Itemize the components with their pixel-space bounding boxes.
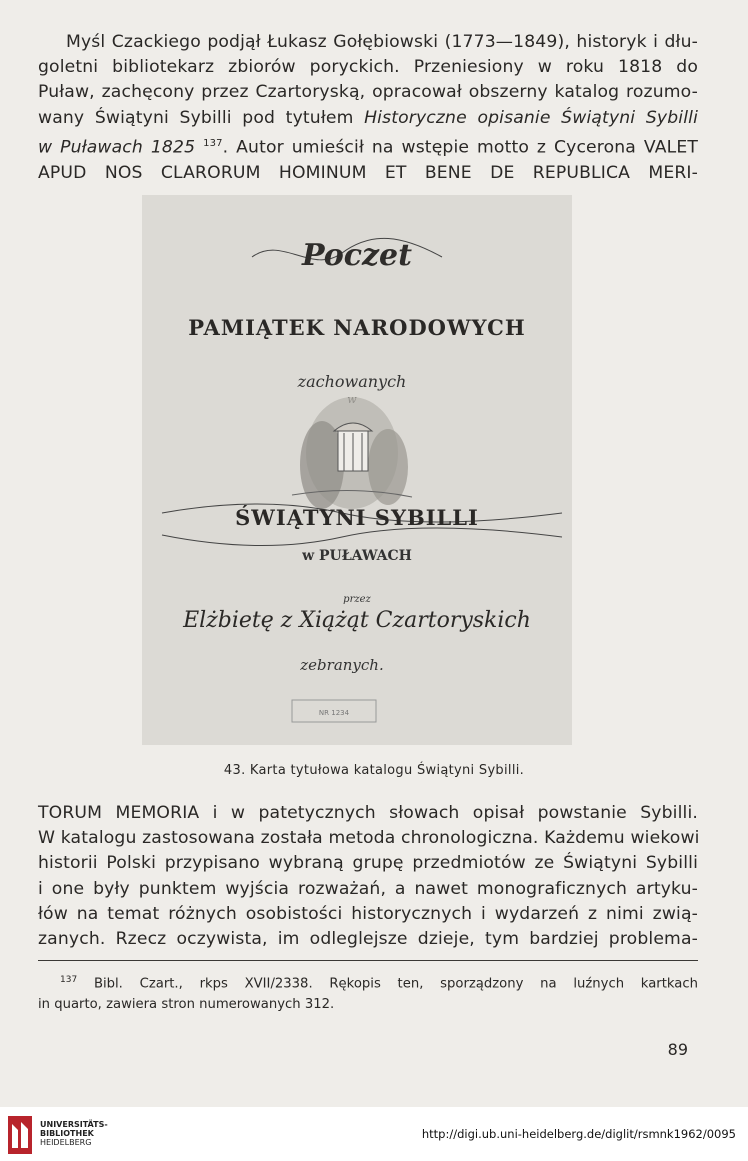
- figure-caption: 43. Karta tytułowa katalogu Świątyni Sybilli.: [223, 763, 525, 778]
- text-line: Puław, zachęcony przez Czartoryską, opracował obszerny katalog rozumo-: [38, 82, 698, 103]
- figure-line-5: w PUŁAWACH: [302, 548, 412, 564]
- footnote-line-2: in quarto, zawiera stron numerowanych 312.: [38, 997, 335, 1013]
- footnote-divider: [38, 960, 698, 961]
- library-name: [40, 1120, 108, 1147]
- figure-line-7: Elżbietę z Xiążąt Czartoryskich: [183, 608, 531, 633]
- footnote: [38, 970, 698, 1015]
- title-page-figure: [142, 195, 572, 745]
- viewer-footer: [0, 1107, 748, 1161]
- page-number: 89: [667, 1040, 688, 1059]
- figure-line-4: ŚWIĄTYNI SYBILLI: [235, 505, 479, 530]
- text-line: APUD NOS CLARORUM HOMINUM ET BENE DE REPUBLICA MERI-: [38, 162, 698, 183]
- text-line: w Puławach 1825 $^{137}$. Autor umieścił na wstępie motto z Cycerona VALET: [38, 137, 698, 158]
- figure-line-8: zebranych.: [300, 656, 384, 674]
- text-line: i one były punktem wyjścia rozważań, a nawet monograficznych artyku-: [38, 878, 698, 899]
- paragraph-bottom: [38, 801, 698, 952]
- library-name-line: BIBLIOTHEK: [40, 1129, 94, 1138]
- library-stamp-text: NR 1234: [318, 709, 350, 717]
- text-line: zanych. Rzecz oczywista, im odleglejsze dzieje, tym bardziej problema-: [38, 929, 698, 950]
- text-line: Myśl Czackiego podjął Łukasz Gołębiowski (1773—1849), historyk i dłu-: [66, 32, 698, 52]
- figure-title-word: Poczet: [301, 238, 413, 273]
- text-line: łów na temat różnych osobistości historycznych i wydarzeń z nimi zwią-: [38, 903, 698, 924]
- footnote-line-1: [38, 970, 698, 994]
- library-name-line: UNIVERSITÄTS-: [40, 1120, 108, 1129]
- footnote-number: 137: [60, 975, 78, 985]
- footnote-text-1: Bibl. Czart., rkps XVII/2338. Rękopis ten, sporządzony na luźnych kartkach: [93, 976, 698, 992]
- library-name-line: HEIDELBERG: [40, 1138, 92, 1147]
- text-line: wany Świątyni Sybilli pod tytułem Historyczne opisanie Świątyni Sybilli: [38, 107, 698, 128]
- figure-illustration: [142, 195, 572, 745]
- heidelberg-library-logo-icon: [8, 1116, 32, 1154]
- text-line: W katalogu zastosowana została metoda chronologiczna. Każdemu wiekowi: [38, 828, 700, 849]
- figure-line-6: przez: [343, 594, 371, 605]
- text-line: goletni bibliotekarz zbiorów poryckich. Przeniesiony w roku 1818 do: [38, 57, 698, 78]
- source-url-link[interactable]: http://digi.ub.uni-heidelberg.de/diglit/rsmnk1962/0095: [421, 1127, 736, 1141]
- text-line: TORUM MEMORIA i w patetycznych słowach opisał powstanie Sybilli.: [38, 803, 698, 823]
- paragraph-top: [38, 30, 698, 186]
- text-line: historii Polski przypisano wybraną grupę przedmiotów ze Świątyni Sybilli: [38, 853, 698, 874]
- figure-line-2: zachowanych: [297, 372, 407, 391]
- figure-line-1: PAMIĄTEK NARODOWYCH: [188, 315, 526, 340]
